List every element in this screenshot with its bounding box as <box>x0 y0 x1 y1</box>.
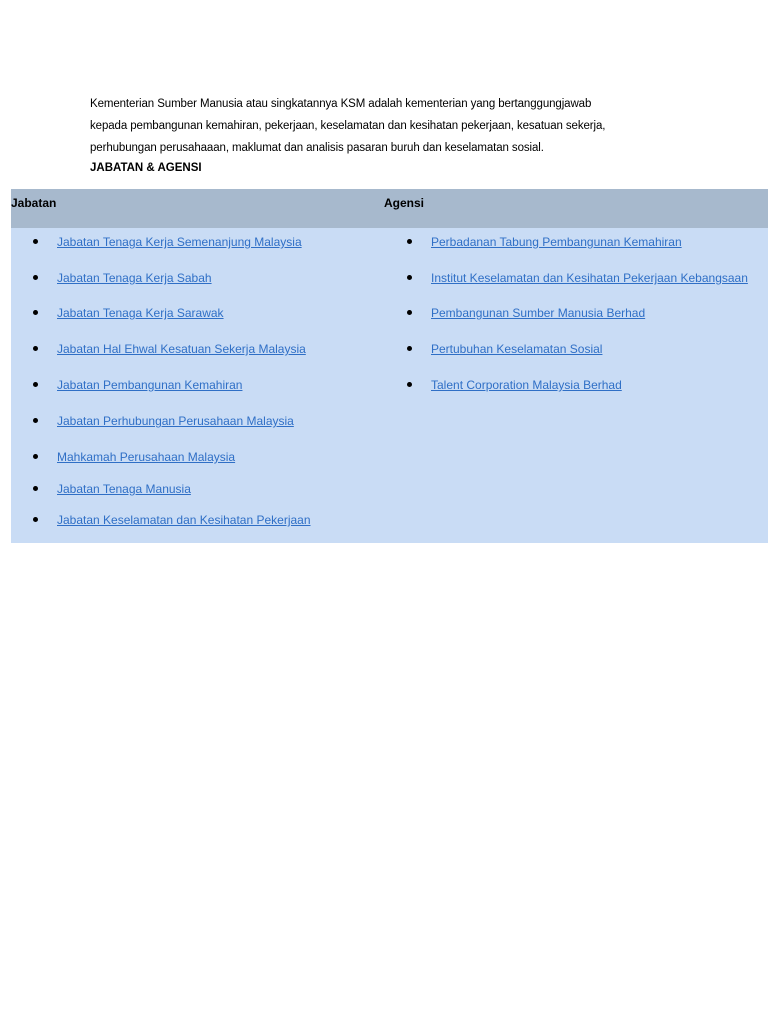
bullet-icon <box>33 239 38 244</box>
intro-line: Kementerian Sumber Manusia atau singkatannya KSM adalah kementerian yang bertanggungjawab <box>90 98 592 110</box>
bullet-icon <box>33 346 38 351</box>
agensi-link[interactable]: Talent Corporation Malaysia Berhad <box>431 378 622 392</box>
jabatan-link[interactable]: Jabatan Pembangunan Kemahiran <box>57 378 243 392</box>
intro-paragraph <box>90 93 690 159</box>
agensi-link[interactable]: Institut Keselamatan dan Kesihatan Pekerjaan Kebangsaan <box>431 271 748 285</box>
section-heading: JABATAN & AGENSI <box>90 162 202 174</box>
bullet-icon <box>33 310 38 315</box>
header-jabatan: Jabatan <box>11 196 57 210</box>
agensi-link[interactable]: Pertubuhan Keselamatan Sosial <box>431 342 603 356</box>
departments-agencies-table <box>11 189 768 543</box>
table-header-row <box>11 189 768 228</box>
bullet-icon <box>407 310 412 315</box>
bullet-icon <box>33 454 38 459</box>
bullet-icon <box>33 382 38 387</box>
bullet-icon <box>33 275 38 280</box>
bullet-icon <box>407 275 412 280</box>
agensi-link[interactable]: Pembangunan Sumber Manusia Berhad <box>431 306 646 320</box>
bullet-icon <box>407 382 412 387</box>
header-agensi: Agensi <box>384 196 425 210</box>
intro-line: kepada pembangunan kemahiran, pekerjaan, keselamatan dan kesihatan pekerjaan, kesatuan sekerja, <box>90 120 606 132</box>
bullet-icon <box>33 517 38 522</box>
jabatan-link[interactable]: Jabatan Tenaga Kerja Sabah <box>57 271 212 285</box>
jabatan-link[interactable]: Jabatan Perhubungan Perusahaan Malaysia <box>57 414 294 428</box>
bullet-icon <box>407 239 412 244</box>
bullet-icon <box>33 486 38 491</box>
jabatan-link[interactable]: Jabatan Tenaga Kerja Semenanjung Malaysia <box>57 235 302 249</box>
jabatan-link[interactable]: Jabatan Hal Ehwal Kesatuan Sekerja Malaysia <box>57 342 306 356</box>
jabatan-link[interactable]: Mahkamah Perusahaan Malaysia <box>57 450 236 464</box>
jabatan-link[interactable]: Jabatan Keselamatan dan Kesihatan Pekerjaan <box>57 513 311 527</box>
jabatan-link[interactable]: Jabatan Tenaga Kerja Sarawak <box>57 306 224 320</box>
jabatan-link[interactable]: Jabatan Tenaga Manusia <box>57 482 191 496</box>
intro-line: perhubungan perusahaaan, maklumat dan analisis pasaran buruh dan keselamatan sosial. <box>90 142 544 154</box>
bullet-icon <box>407 346 412 351</box>
bullet-icon <box>33 418 38 423</box>
agensi-link[interactable]: Perbadanan Tabung Pembangunan Kemahiran <box>431 235 682 249</box>
